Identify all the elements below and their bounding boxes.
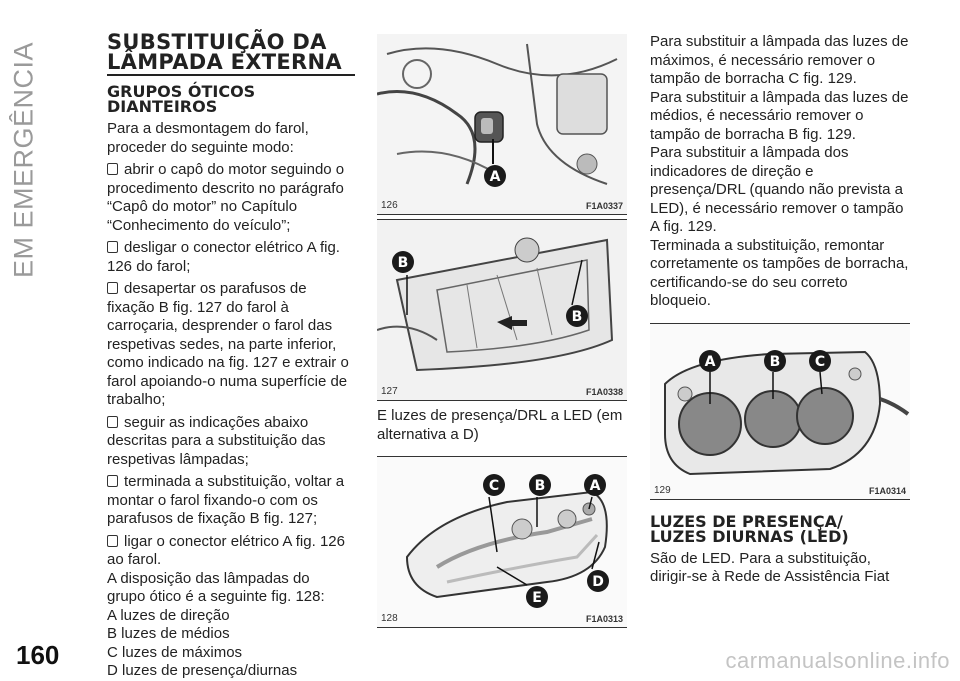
step-item: ligar o conector elétrico A fig. 126 ao farol.	[107, 532, 345, 568]
label-b: B	[397, 255, 409, 271]
figure-code: F1A0338	[585, 387, 623, 397]
checkbox-icon	[107, 282, 118, 294]
legend-item: A luzes de direção	[107, 606, 230, 624]
intro-text: Para a desmontagem do farol, proceder do seguinte modo:	[107, 120, 309, 156]
figure-code: F1A0337	[585, 201, 623, 211]
figure-number: 129	[654, 484, 671, 496]
figure-127-labels	[377, 220, 627, 400]
page-number: 160	[16, 640, 60, 670]
step-item: terminada a substituição, voltar a montar o farol fixando-o com os parafusos de fixação B fig. 127;	[107, 473, 345, 527]
paragraph: Para substituir a lâmpada das luzes de médios, é necessário remover o tampão de borracha B fig. 129.	[650, 88, 909, 143]
column-middle	[377, 34, 627, 628]
figure-number: 128	[381, 613, 398, 624]
checkbox-icon	[107, 416, 118, 428]
section2-title: LUZES DE PRESENÇA/ LUZES DIURNAS (LED)	[650, 511, 849, 546]
checkbox-icon	[107, 475, 118, 487]
label-a: A	[704, 353, 716, 370]
figure-128	[377, 456, 627, 628]
paragraph: Para substituir a lâmpada dos indicadores de direção e presença/DRL (quando não prevista a LED), é necessário remover o tampão A fig. 129.	[650, 144, 904, 235]
subsection-title: GRUPOS ÓTICOS DIANTEIROS	[107, 82, 256, 116]
paragraph: Terminada a substituição, remontar corretamente os tampões de borracha, certificando-se do seu correto bloqueio.	[650, 236, 909, 309]
figure-code: F1A0314	[868, 485, 906, 496]
label-a: A	[489, 169, 501, 185]
paragraph: Para substituir a lâmpada das luzes de máximos, é necessário remover o tampão de borracha C fig. 129.	[650, 33, 909, 87]
figure-129	[650, 323, 910, 500]
figure-127	[377, 219, 627, 401]
label-d: D	[592, 574, 604, 590]
section2-text: São de LED. Para a substituição, dirigir-se à Rede de Assistência Fiat	[650, 549, 890, 585]
column-left	[107, 22, 352, 681]
figure-129-labels	[650, 324, 910, 499]
checkbox-icon	[107, 163, 118, 175]
layout-intro: A disposição das lâmpadas do grupo ótico é a seguinte fig. 128:	[107, 569, 325, 605]
step-item: seguir as indicações abaixo descritas para a substituição das respetivas lâmpadas;	[107, 413, 326, 468]
step-item: abrir o capô do motor seguindo o procedimento descrito no parágrafo “Capô do motor” no Capítulo “Conhecimento do veículo”;	[107, 161, 345, 234]
label-b: B	[769, 353, 781, 370]
legend-e-text: E luzes de presença/DRL a LED (em alternativa a D)	[377, 407, 623, 443]
legend-item: D luzes de presença/diurnas	[107, 662, 298, 679]
label-b: B	[534, 478, 546, 494]
figure-code: F1A0313	[585, 614, 623, 624]
figure-126	[377, 34, 627, 215]
figure-126-labels	[377, 34, 627, 214]
figure-128-labels	[377, 457, 627, 627]
watermark: carmanualsonline.info	[725, 648, 950, 673]
label-c: C	[488, 478, 500, 494]
chapter-side-title: EM EMERGÊNCIA	[8, 41, 39, 279]
checkbox-icon	[107, 535, 118, 547]
legend-item: B luzes de médios	[107, 625, 230, 642]
label-c: C	[814, 353, 826, 370]
lamp-legend	[107, 570, 352, 681]
figure-number: 127	[381, 386, 398, 397]
column-right	[650, 33, 910, 587]
label-e: E	[532, 590, 542, 606]
label-a: A	[589, 478, 601, 494]
step-item: desapertar os parafusos de fixação B fig. 127 do farol à carroçaria, desprender o farol das respetivas sedes, na parte inferior, como indicado na fig. 127 e extrair o farol apoiando-o numa superfície de trabalho;	[107, 280, 349, 408]
step-item: desligar o conector elétrico A fig. 126 do farol;	[107, 239, 340, 275]
section-title: SUBSTITUIÇÃO DA LÂMPADA EXTERNA	[107, 30, 342, 74]
checkbox-icon	[107, 241, 118, 253]
label-b: B	[571, 309, 583, 325]
title-underline	[107, 74, 355, 76]
legend-item: C luzes de máximos	[107, 643, 243, 661]
figure-number: 126	[381, 200, 398, 211]
